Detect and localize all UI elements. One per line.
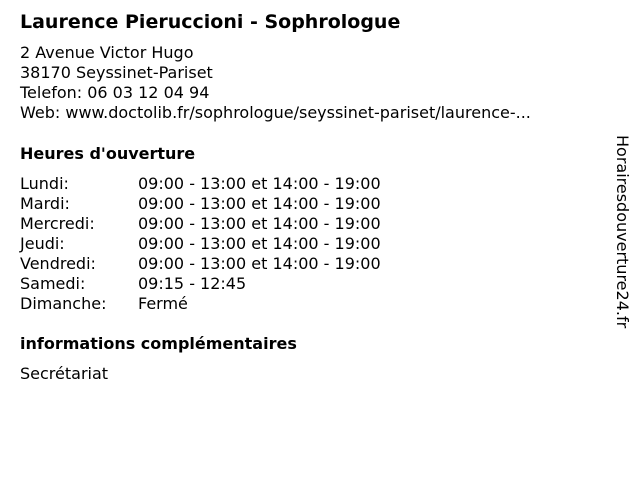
time-value: 09:00 - 13:00 et 14:00 - 19:00 xyxy=(138,194,381,213)
time-value: 09:15 - 12:45 xyxy=(138,274,247,293)
time-value: 09:00 - 13:00 et 14:00 - 19:00 xyxy=(138,174,381,193)
day-label: Mardi: xyxy=(20,194,70,213)
city-address: 38170 Seyssinet-Pariset xyxy=(20,63,213,82)
time-value: 09:00 - 13:00 et 14:00 - 19:00 xyxy=(138,254,381,273)
day-label: Vendredi: xyxy=(20,254,96,273)
day-label: Samedi: xyxy=(20,274,86,293)
time-value: 09:00 - 13:00 et 14:00 - 19:00 xyxy=(138,214,381,233)
day-label: Mercredi: xyxy=(20,214,95,233)
day-label: Jeudi: xyxy=(20,234,65,253)
additional-info-text: Secrétariat xyxy=(20,364,109,383)
contact-block xyxy=(20,43,531,123)
time-value: 09:00 - 13:00 et 14:00 - 19:00 xyxy=(138,234,381,253)
phone-number: Telefon: 06 03 12 04 94 xyxy=(20,83,210,102)
time-value: Fermé xyxy=(138,294,188,313)
side-brand-watermark: Horairesdouverture24.fr xyxy=(613,135,632,329)
street-address: 2 Avenue Victor Hugo xyxy=(20,43,194,62)
hours-heading: Heures d'ouverture xyxy=(20,144,196,163)
additional-info-heading: informations complémentaires xyxy=(20,334,297,353)
day-label: Lundi: xyxy=(20,174,69,193)
website-link[interactable]: Web: www.doctolib.fr/sophrologue/seyssinet-pariset/laurence-... xyxy=(20,103,531,122)
day-label: Dimanche: xyxy=(20,294,107,313)
page-title: Laurence Pieruccioni - Sophrologue xyxy=(20,11,401,33)
